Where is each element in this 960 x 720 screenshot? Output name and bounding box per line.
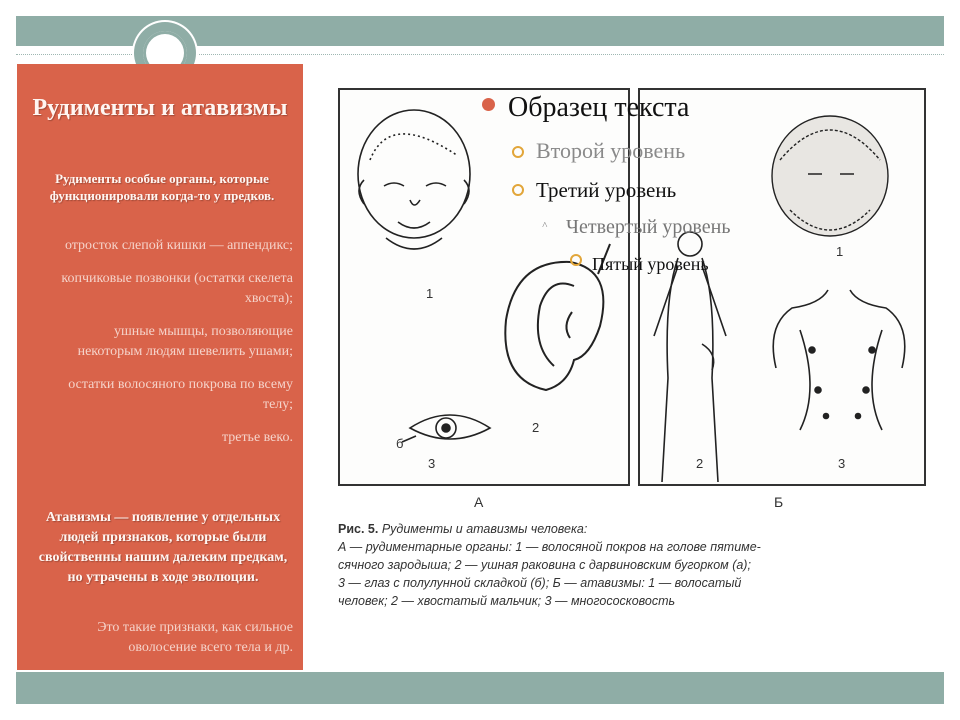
ring-bullet-icon [512,146,524,158]
list-item: остатки волосяного покрова по всему телу; [68,377,293,412]
ring-bullet-icon [512,184,524,196]
caption-prefix: Рис. 5. [338,522,379,536]
placeholder-level2[interactable]: Второй уровень [536,138,686,163]
caption-line: Рудименты и атавизмы человека: [381,522,588,536]
infant-head-drawing [358,110,470,249]
bullet-icon [482,98,495,111]
figure-number: 1 [426,286,434,301]
bottom-band [16,672,944,704]
caption-line: А — рудиментарные органы: 1 — волосяной покров на голове пятиме- [338,540,761,554]
panel-b-letter: Б [774,494,784,510]
left-text-panel [17,64,303,670]
ring-bullet-icon [570,254,582,266]
caption-line: сячного зародыша; 2 — ушная раковина с дарвиновским бугорком (а); [338,558,751,572]
rudiments-list [47,236,293,461]
list-item: ушные мышцы, позволяющие некоторым людям шевелить ушами; [77,324,293,359]
figure-number: 2 [532,420,540,435]
figure-number: 3 [428,456,436,471]
torso-drawing [773,290,905,430]
triangle-bullet-icon: ˄ [542,220,548,231]
figure-number: 3 [838,456,846,471]
list-item: третье веко. [221,430,293,445]
caption-line: человек; 2 — хвостатый мальчик; 3 — многососковость [338,594,676,608]
figure-number: 2 [696,456,704,471]
eye-label: б [396,436,404,451]
caption-line: 3 — глаз с полулунной складкой (б); Б — атавизмы: 1 — волосатый [338,576,742,590]
placeholder-level5[interactable]: Пятый уровень [592,254,709,274]
slide-title: Рудименты и атавизмы [32,95,288,121]
atavism-example: Это такие признаки, как сильное оволосение всего тела и др. [97,620,293,655]
placeholder-level4[interactable]: Четвертый уровень [566,216,731,238]
hairy-face-drawing [772,116,888,236]
panel-a-letter: А [474,494,484,510]
list-item: копчиковые позвонки (остатки скелета хвоста); [61,271,293,306]
list-item: отросток слепой кишки — аппендикс; [64,238,293,253]
placeholder-level3[interactable]: Третий уровень [536,178,677,202]
eye-drawing [402,415,490,442]
rudiments-definition: Рудименты особые органы, которые функционировали когда-то у предков. [49,171,275,203]
figure-caption [338,520,922,610]
figure-number: 1 [836,244,844,259]
atavism-definition: Атавизмы — появление у отдельных людей признаков, которые были свойственны нашим далеким предкам, но утрачены в ходе эволюции. [38,510,288,585]
